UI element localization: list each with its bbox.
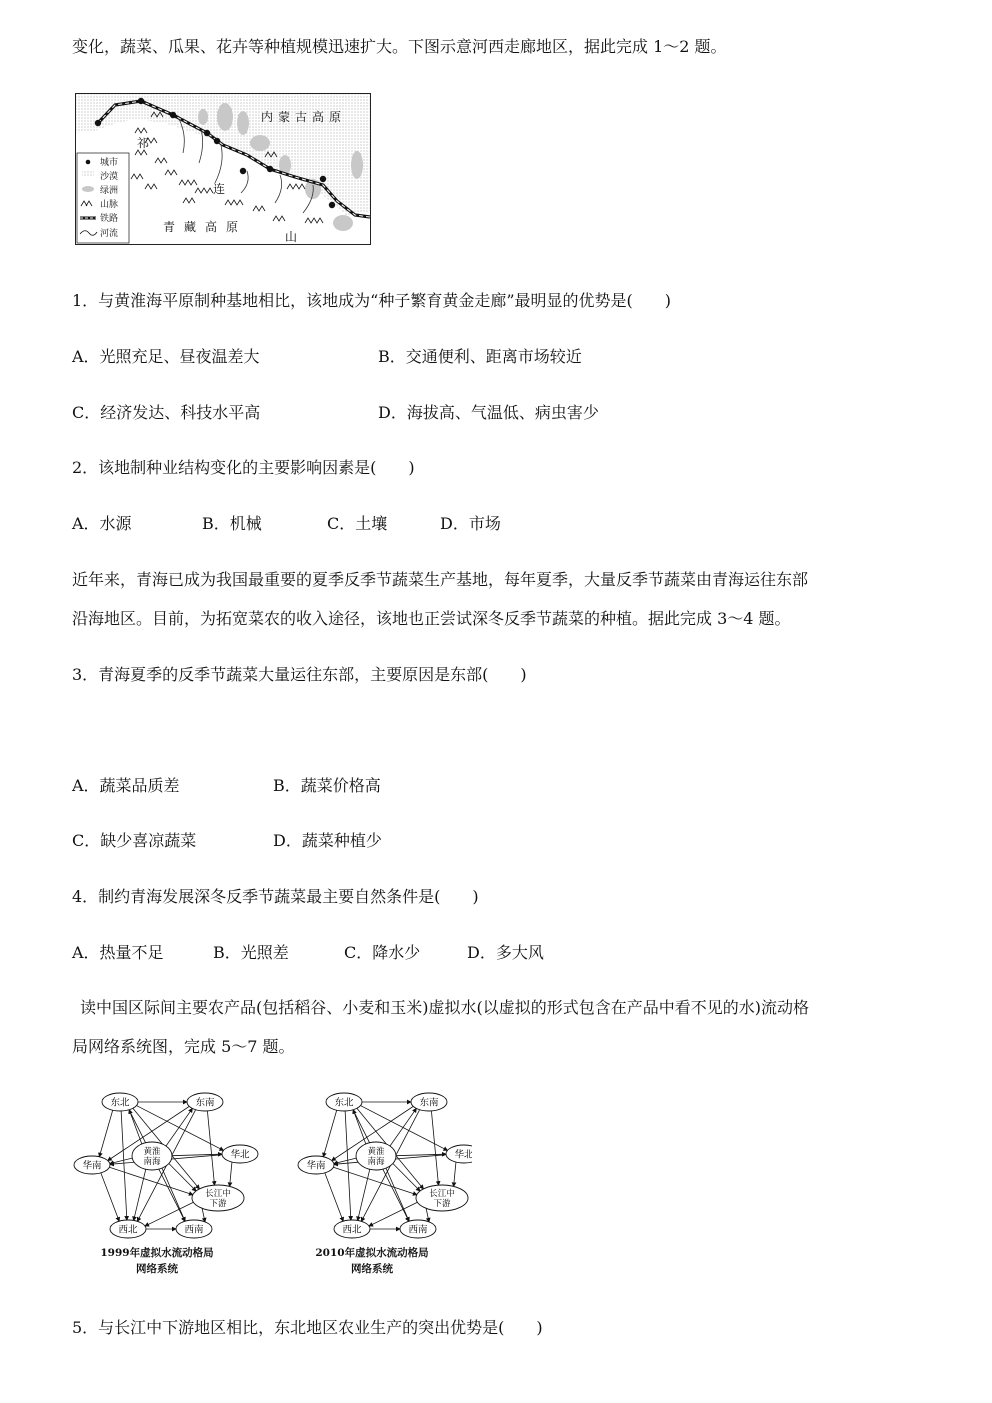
flow-arrow bbox=[202, 1208, 205, 1222]
flow-arrow bbox=[325, 1173, 343, 1221]
caption-1999-line-2: 网络系统 bbox=[136, 1263, 178, 1275]
q3-option-d[interactable]: D．蔬菜种植少 bbox=[273, 831, 382, 850]
legend-railway: 铁路 bbox=[100, 214, 119, 224]
region-label: 东南 bbox=[419, 1097, 439, 1109]
intro-text-2-line-1: 近年来，青海已成为我国最重要的夏季反季节蔬菜生产基地，每年夏季，大量反季节蔬菜由青海运往东部 bbox=[72, 570, 809, 589]
q2-option-a[interactable]: A．水源 bbox=[72, 514, 132, 533]
flow-arrow bbox=[431, 1111, 438, 1185]
intro-text-1: 变化，蔬菜、瓜果、花卉等种植规模迅速扩大。下图示意河西走廊地区，据此完成 1～2 题。 bbox=[72, 37, 727, 56]
intro-text-3-line-2: 局网络系统图，完成 5～7 题。 bbox=[72, 1037, 295, 1056]
intro-text-3-line-1: 读中国区际间主要农产品(包括稻谷、小麦和玉米)虚拟水(以虚拟的形式包含在产品中看不见的水)流动格 bbox=[80, 998, 809, 1017]
label-qi: 祁 bbox=[137, 136, 150, 150]
label-shan: 山 bbox=[285, 230, 298, 244]
legend-oasis: 绿洲 bbox=[100, 186, 119, 196]
q4-option-c[interactable]: C．降水少 bbox=[344, 943, 421, 962]
region-label: 黄淮 bbox=[143, 1147, 161, 1157]
region-label: 黄淮 bbox=[367, 1147, 385, 1157]
question-3-stem: 3．青海夏季的反季节蔬菜大量运往东部，主要原因是东部( ) bbox=[72, 665, 527, 684]
flow-arrow bbox=[230, 1162, 232, 1186]
flow-arrow bbox=[207, 1111, 214, 1185]
q2-option-d[interactable]: D．市场 bbox=[440, 514, 501, 533]
question-2-stem: 2．该地制种业结构变化的主要影响因素是( ) bbox=[72, 458, 415, 477]
intro-text-2-line-2: 沿海地区。目前，为拓宽菜农的收入途径，该地也正尝试深冬反季节蔬菜的种植。据此完成 3～4 题。 bbox=[72, 609, 791, 628]
q4-option-a[interactable]: A．热量不足 bbox=[72, 943, 164, 962]
q3-option-b[interactable]: B．蔬菜价格高 bbox=[273, 776, 381, 795]
flow-arrow bbox=[101, 1173, 119, 1221]
caption-2010-line-2: 网络系统 bbox=[351, 1263, 393, 1275]
q2-option-b[interactable]: B．机械 bbox=[202, 514, 262, 533]
hexi-corridor-map bbox=[75, 93, 371, 249]
legend-mountain: 山脉 bbox=[100, 200, 119, 210]
region-label: 长江中 bbox=[205, 1189, 231, 1199]
flow-arrow bbox=[109, 1167, 192, 1194]
q2-option-c[interactable]: C．土壤 bbox=[327, 514, 388, 533]
question-1-stem: 1．与黄淮海平原制种基地相比，该地成为“种子繁育黄金走廊”最明显的优势是( ) bbox=[72, 291, 672, 310]
region-label: 长江中 bbox=[429, 1189, 455, 1199]
q4-option-b[interactable]: B．光照差 bbox=[213, 943, 289, 962]
q4-option-d[interactable]: D．多大风 bbox=[467, 943, 544, 962]
region-label: 西北 bbox=[118, 1224, 138, 1236]
region-label: 西南 bbox=[184, 1224, 204, 1236]
region-label: 东北 bbox=[110, 1097, 130, 1109]
region-label: 南海 bbox=[367, 1157, 385, 1167]
region-label: 东南 bbox=[195, 1097, 215, 1109]
region-label: 华北 bbox=[230, 1149, 250, 1161]
q1-option-b[interactable]: B．交通便利、距离市场较近 bbox=[378, 347, 582, 366]
flow-arrow bbox=[345, 1111, 351, 1220]
flow-arrow bbox=[333, 1167, 416, 1194]
flow-arrow bbox=[393, 1164, 420, 1192]
flow-arrow bbox=[426, 1208, 429, 1222]
flow-arrow bbox=[121, 1111, 127, 1220]
label-qinghai-tibet: 青藏高原 bbox=[163, 220, 248, 234]
region-label: 南海 bbox=[143, 1157, 161, 1167]
flow-arrow bbox=[323, 1110, 336, 1157]
flow-arrow bbox=[454, 1162, 456, 1186]
region-label: 华南 bbox=[306, 1160, 326, 1172]
caption-1999-line-1: 1999年虚拟水流动格局 bbox=[100, 1247, 214, 1259]
region-label: 东北 bbox=[334, 1097, 354, 1109]
flow-arrow bbox=[169, 1164, 196, 1192]
legend-river: 河流 bbox=[100, 229, 119, 239]
region-label: 下游 bbox=[433, 1199, 451, 1209]
q1-option-d[interactable]: D．海拔高、气温低、病虫害少 bbox=[378, 403, 599, 422]
label-inner-mongolia: 内蒙古高原 bbox=[261, 110, 347, 124]
legend-desert: 沙漠 bbox=[100, 172, 119, 182]
virtual-water-network-figure bbox=[72, 1088, 472, 1287]
region-label: 西北 bbox=[342, 1224, 362, 1236]
q3-option-a[interactable]: A．蔬菜品质差 bbox=[72, 776, 180, 795]
question-5-stem: 5．与长江中下游地区相比，东北地区农业生产的突出优势是( ) bbox=[72, 1318, 543, 1337]
region-label: 下游 bbox=[209, 1199, 227, 1209]
flow-arrow bbox=[99, 1110, 112, 1157]
q1-option-a[interactable]: A．光照充足、昼夜温差大 bbox=[72, 347, 260, 366]
region-label: 华北 bbox=[454, 1149, 472, 1161]
legend-city: 城市 bbox=[100, 158, 119, 168]
label-lian: 连 bbox=[213, 182, 226, 196]
question-4-stem: 4．制约青海发展深冬反季节蔬菜最主要自然条件是( ) bbox=[72, 887, 479, 906]
q1-option-c[interactable]: C．经济发达、科技水平高 bbox=[72, 403, 261, 422]
caption-2010-line-1: 2010年虚拟水流动格局 bbox=[315, 1247, 429, 1259]
region-label: 西南 bbox=[408, 1224, 428, 1236]
region-label: 华南 bbox=[82, 1160, 102, 1172]
q3-option-c[interactable]: C．缺少喜凉蔬菜 bbox=[72, 831, 197, 850]
